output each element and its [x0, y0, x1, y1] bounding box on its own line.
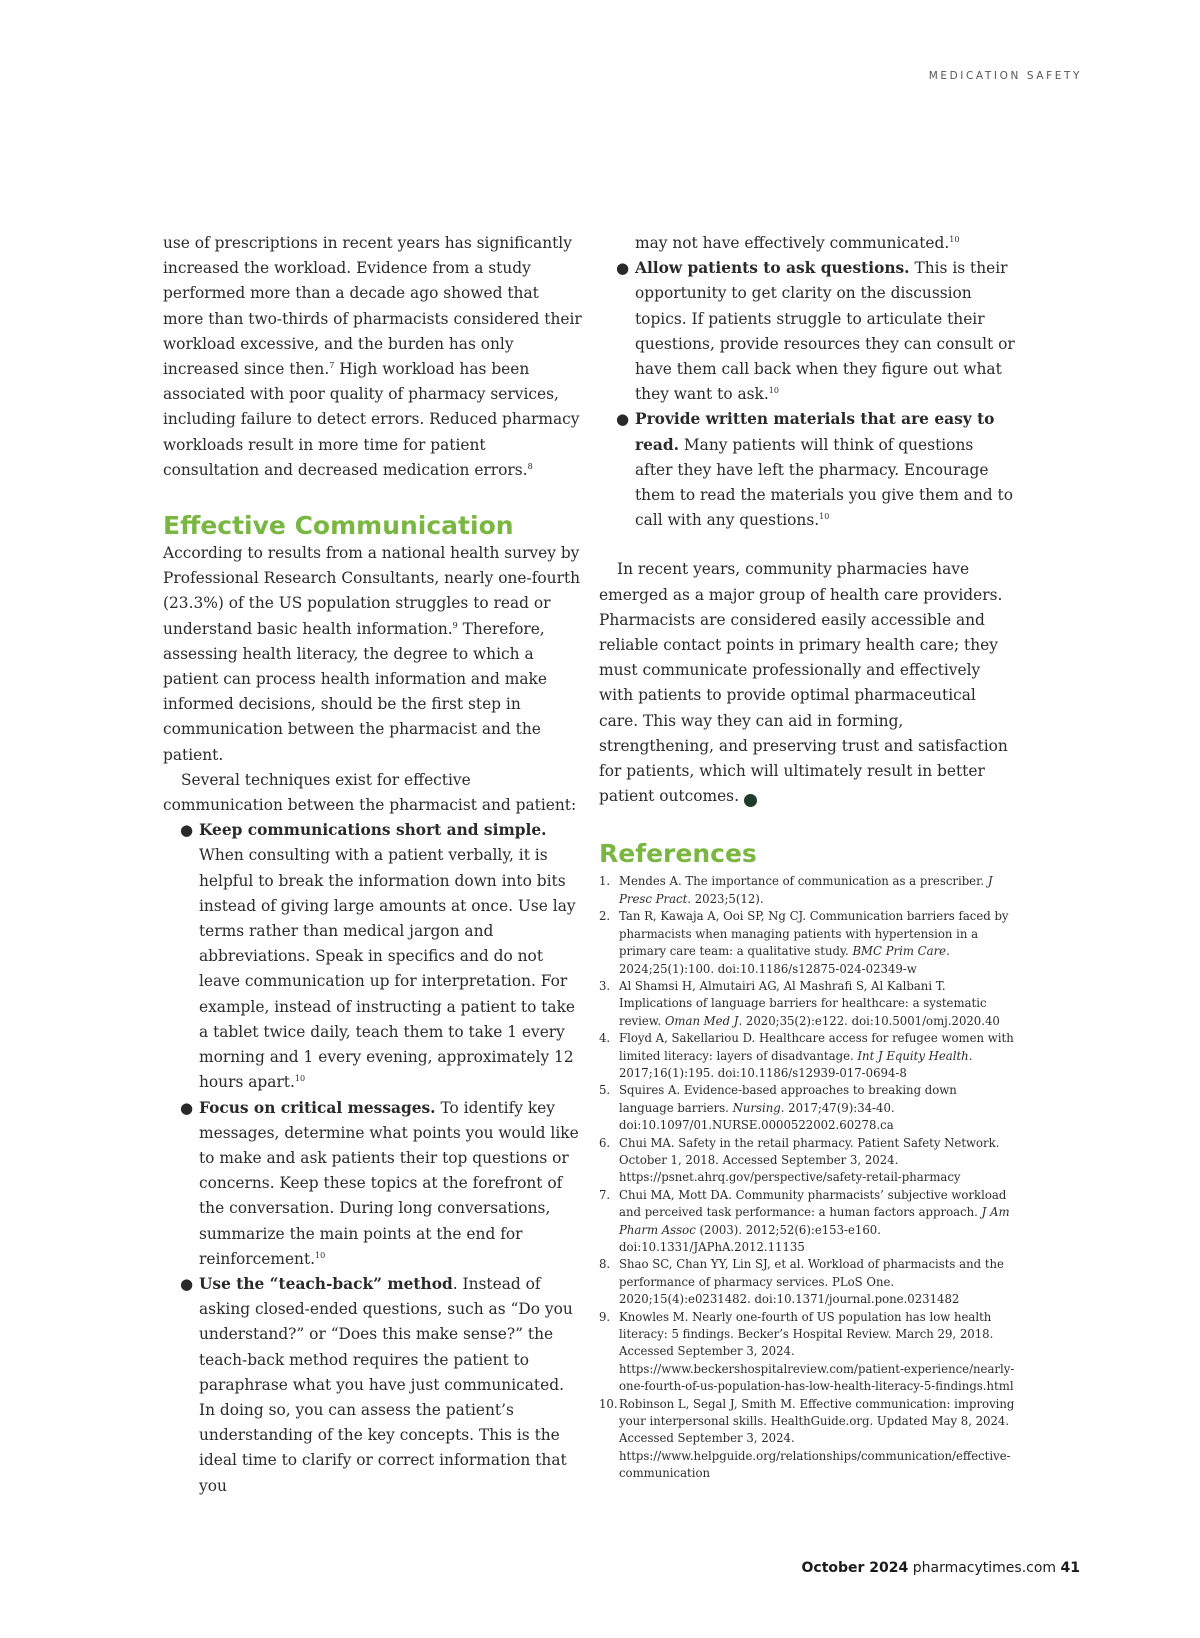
right-column: [599, 231, 1015, 1483]
conclusion-paragraph: In recent years, community pharmacies have emerged as a major group of health care providers. Pharmacists are considered easily accessible and reliable contact points in primary health care; they must communicate professionally and effectively with patients to provide optimal pharmaceutical care. This way they can aid in forming, strengthening, and preserving trust and satisfaction for patients, which will ultimately result in better patient outcomes. P: [599, 560, 1008, 806]
bullet-icon: ●: [616, 410, 630, 429]
bullet-icon: ●: [616, 259, 630, 278]
list-item: ● Use the “teach-back” method. Instead of asking closed-ended questions, such as “Do you understand?” or “Does this make sense?” the teach-back method requires the patient to paraphrase what you have just communicated. In doing so, you can assess the patient’s understanding of the key concepts. This is the ideal time to clarify or correct information that you: [199, 1272, 583, 1499]
reference-item: 5. Squires A. Evidence-based approaches to breaking down language barriers. Nursing. 2017;47(9):34-40. doi:10.1097/01.NURSE.0000522002.60278.ca: [599, 1083, 957, 1133]
page-number: 41: [1060, 1560, 1080, 1576]
list-item: ● Allow patients to ask questions. This is their opportunity to get clarity on the discussion topics. If patients struggle to articulate their questions, provide resources they can consult or have them call back when they figure out what they want to ask.$^{10}$: [635, 256, 1015, 407]
list-item: ● Keep communications short and simple. When consulting with a patient verbally, it is helpful to break the information down into bits instead of giving large amounts at once. Use lay terms rather than medical jargon and abbreviations. Speak in specifics and do not leave communication up for interpretation. For example, instead of instructing a patient to take a tablet twice daily, teach them to take 1 every morning and 1 every evening, approximately 12 hours apart.$^{10}$: [199, 818, 583, 1095]
section-heading-references: References: [599, 839, 757, 869]
reference-item: 6. Chui MA. Safety in the retail pharmacy. Patient Safety Network. October 1, 2018. Accessed September 3, 2024. https://psnet.ahrq.gov/perspective/safety-retail-pharmacy: [599, 1135, 1000, 1185]
footer-date: October 2024: [801, 1560, 909, 1576]
techniques-list-continued: [599, 256, 1015, 533]
running-head: MEDICATION SAFETY: [928, 70, 1082, 82]
bullet-icon: ●: [180, 821, 194, 840]
reference-item: 3. Al Shamsi H, Almutairi AG, Al Mashrafi S, Al Kalbani T. Implications of language barriers for healthcare: a systematic review. Oman Med J. 2020;35(2):e122. doi:10.5001/omj.2020.40: [599, 978, 1000, 1028]
reference-item: 4. Floyd A, Sakellariou D. Healthcare access for refugee women with limited literacy: layers of disadvantage. Int J Equity Health. 2017;16(1):195. doi:10.1186/s12939-017-0694-8: [599, 1031, 1014, 1080]
reference-item: 1. Mendes A. The importance of communication as a prescriber. J Presc Pract. 2023;5(12).: [599, 874, 993, 906]
section-heading-communication: Effective Communication: [163, 511, 514, 541]
list-item: ● Focus on critical messages. To identify key messages, determine what points you would like to make and ask patients their top questions or concerns. Keep these topics at the forefront of the conversation. During long conversations, summarize the main points at the end for reinforcement.$^{10}$: [199, 1096, 583, 1272]
techniques-list: [163, 818, 583, 1498]
continued-bullet-text: may not have effectively communicated.$^{10}$: [635, 234, 960, 252]
reference-item: 8. Shao SC, Chan YY, Lin SJ, et al. Workload of pharmacists and the performance of pharmacy services. PLoS One. 2020;15(4):e0231482. doi:10.1371/journal.pone.0231482: [599, 1257, 1004, 1307]
reference-item: 10. Robinson L, Segal J, Smith M. Effective communication: improving your interpersonal skills. HealthGuide.org. Updated May 8, 2024. Accessed September 3, 2024. https://www.helpguide.org/relationships/communication/effective-communication: [599, 1396, 1015, 1481]
footer-site: pharmacytimes.com: [908, 1560, 1057, 1576]
reference-item: 7. Chui MA, Mott DA. Community pharmacists’ subjective workload and perceived task performance: a human factors approach. J Am Pharm Assoc (2003). 2012;52(6):e153-e160. doi:10.1331/JAPhA.2012.11135: [599, 1187, 1010, 1254]
reference-item: 2. Tan R, Kawaja A, Ooi SP, Ng CJ. Communication barriers faced by pharmacists when managing patients with hypertension in a primary care team: a qualitative study. BMC Prim Care. 2024;25(1):100. doi:10.1186/s12875-024-02349-w: [599, 909, 1009, 976]
bullet-icon: ●: [180, 1098, 194, 1117]
intro-paragraph: use of prescriptions in recent years has significantly increased the workload. Evidence from a study performed more than a decade ago showed that more than two-thirds of pharmacists considered their workload excessive, and the burden has only increased since then.$^7$ High workload has been associated with poor quality of pharmacy services, including failure to detect errors. Reduced pharmacy workloads result in more time for patient consultation and decreased medication errors.$^8$: [163, 234, 582, 479]
health-literacy-paragraph: According to results from a national health survey by Professional Research Consultants, nearly one-fourth (23.3%) of the US population struggles to read or understand basic health information.$^9$ Therefore, assessing health literacy, the degree to which a patient can process health information and make informed decisions, should be the first step in communication between the pharmacist and the patient.: [163, 544, 581, 764]
left-column: [163, 231, 583, 1499]
list-item: ● Provide written materials that are easy to read. Many patients will think of questions after they have left the pharmacy. Encourage them to read the materials you give them and to call with any questions.$^{10}$: [635, 407, 1015, 533]
page-footer: [802, 1560, 1081, 1576]
end-mark-icon: P: [744, 794, 757, 807]
techniques-intro-paragraph: Several techniques exist for effective communication between the pharmacist and patient:: [163, 770, 577, 815]
reference-item: 9. Knowles M. Nearly one-fourth of US population has low health literacy: 5 findings. Becker’s Hospital Review. March 29, 2018. Accessed September 3, 2024. https://www.beckershospitalreview.com/patient-experience/nearly-one-fourth-of-us-population-has-low-health-literacy-5-findings.html: [599, 1309, 1015, 1394]
references-list: [599, 873, 1015, 1482]
bullet-icon: ●: [180, 1274, 194, 1293]
